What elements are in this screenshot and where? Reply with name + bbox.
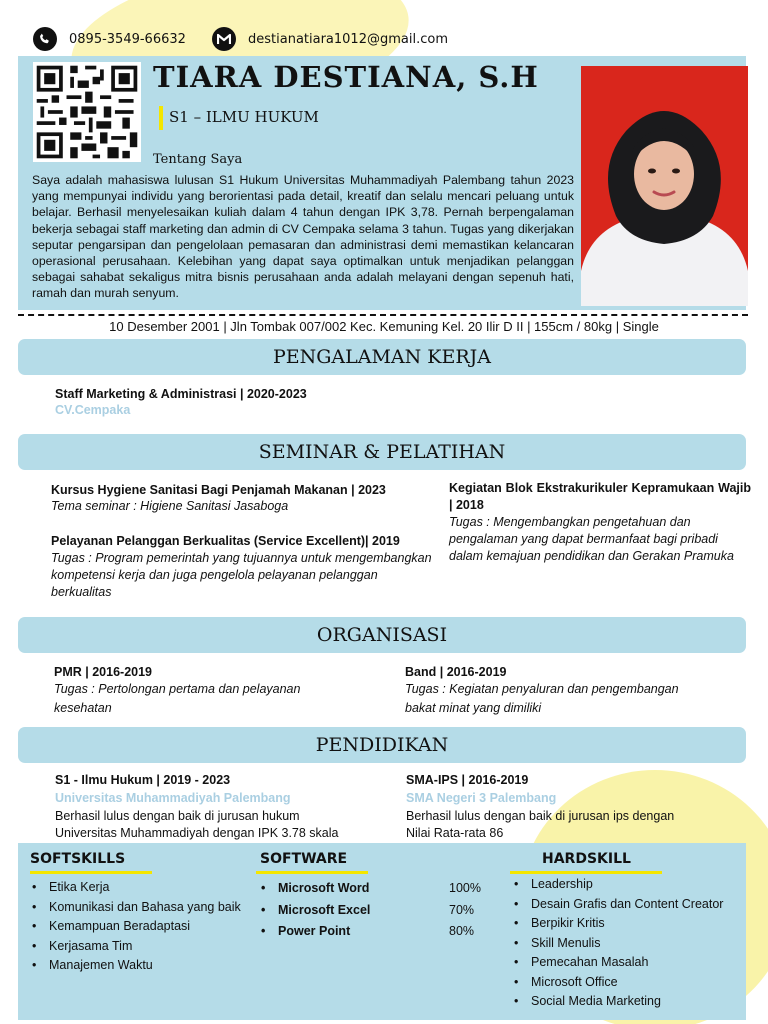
personal-info: 10 Desember 2001 | Jln Tombak 007/002 Kec. Kemuning Kel. 20 Ilir D II | 155cm / 80kg | Single: [109, 319, 659, 334]
software-underline: [256, 871, 368, 874]
phone-contact[interactable]: [33, 26, 186, 52]
software-level: 70%: [449, 902, 475, 917]
seminar-desc: Tugas : Mengembangkan pengetahuan dan pengalaman yang dapat bermanfaat bagi pribadi dalam kemajuan pendidikan dan Gerakan Pramuka: [449, 515, 734, 563]
seminar-title: Kegiatan Blok Ekstrakurikuler Kepramukaan Wajib | 2018: [449, 481, 751, 512]
software-name: Microsoft Excel: [278, 902, 371, 917]
hardskill-item: • Microsoft Office: [512, 973, 723, 993]
phone-number[interactable]: 0895-3549-66632: [69, 31, 186, 47]
section-seminar-header: SEMINAR & PELATIHAN: [18, 434, 746, 470]
hardskill-item: • Social Media Marketing: [512, 992, 723, 1012]
softskills-underline: [30, 871, 152, 874]
education-school: SMA Negeri 3 Palembang: [406, 791, 557, 805]
profile-photo: [581, 66, 748, 306]
software-heading: SOFTWARE: [260, 851, 348, 867]
seminar-desc: Tema seminar : Higiene Sanitasi Jasaboga: [51, 499, 289, 513]
seminar-desc: Tugas : Program pemerintah yang tujuannya untuk mengembangkan kompetensi kerja dan juga pengelola pelayanan pelanggan berkualitas: [51, 551, 432, 599]
candidate-name: TIARA DESTIANA, S.H: [153, 60, 539, 94]
organization-title: Band | 2016-2019: [405, 665, 507, 679]
softskill-item: • Manajemen Waktu: [30, 956, 241, 976]
section-work-header: PENGALAMAN KERJA: [18, 339, 746, 375]
degree-accent-bar: [159, 106, 163, 130]
work-title: Staff Marketing & Administrasi | 2020-2023: [55, 387, 307, 401]
gmail-icon: [212, 27, 236, 51]
software-level: 80%: [449, 924, 475, 938]
hardskill-item: • Pemecahan Masalah: [512, 953, 723, 973]
softskill-item: • Etika Kerja: [30, 878, 241, 898]
divider-dashed: [18, 314, 748, 316]
organization-desc: Tugas : Kegiatan penyaluran dan pengembangan bakat minat yang dimiliki: [405, 682, 679, 715]
hardskill-list: [512, 875, 723, 1012]
softskills-heading: SOFTSKILLS: [30, 851, 126, 867]
seminar-title: Pelayanan Pelanggan Berkualitas (Service Excellent)| 2019: [51, 534, 400, 548]
work-company: CV.Cempaka: [55, 403, 131, 417]
hardskill-heading: HARDSKILL: [542, 851, 631, 867]
software-level: 100%: [449, 881, 481, 895]
organization-desc: Tugas : Pertolongan pertama dan pelayanan kesehatan: [54, 682, 301, 715]
whatsapp-icon: [33, 27, 57, 51]
software-name: Microsoft Word: [278, 881, 370, 895]
candidate-degree: S1 – ILMU HUKUM: [169, 108, 319, 126]
software-item: [259, 900, 489, 922]
about-title: Tentang Saya: [153, 152, 243, 167]
software-item: [259, 878, 489, 900]
qr-code: [33, 62, 141, 162]
education-desc: Berhasil lulus dengan baik di jurusan hukum Universitas Muhammadiyah dengan IPK 3.78 skala: [55, 809, 339, 840]
softskill-item: • Kemampuan Beradaptasi: [30, 917, 241, 937]
hardskill-item: • Desain Grafis dan Content Creator: [512, 895, 723, 915]
hardskill-item: • Leadership: [512, 875, 723, 895]
education-desc: Berhasil lulus dengan baik di jurusan ips dengan Nilai Rata-rata 86: [406, 809, 675, 840]
email-contact[interactable]: [212, 26, 448, 52]
organization-title: PMR | 2016-2019: [54, 665, 152, 679]
education-school: Universitas Muhammadiyah Palembang: [55, 791, 291, 805]
hardskill-item: • Skill Menulis: [512, 934, 723, 954]
education-title: S1 - Ilmu Hukum | 2019 - 2023: [55, 773, 231, 787]
softskill-item: • Komunikasi dan Bahasa yang baik: [30, 898, 241, 918]
software-name: Power Point: [278, 924, 351, 938]
about-text: Saya adalah mahasiswa lulusan S1 Hukum Universitas Muhammadiyah Palembang tahun 2023 yang mempunyai individu yang berorientasi pada detail, kreatif dan selalu mencari peluang untuk belajar. Berhasil menyelesaikan kuliah dalam 4 tahun dengan IPK 3,78. Pernah berpengalaman bekerja sebagai staff marketing dan admin di CV Cempaka selama 3 tahun. Tugas yang dikerjakan seputar pengarsipan dan pengelolaan pemasaran dan administrasi demi memastikan kelancaran operasional perusahaan. Kelebihan yang dapat saya optimalkan untuk menjadikan pelanggan sebagai sahabat sekaligus mitra bisnis perusahaan anda adalah melayani dengan sepenuh hati, ramah dan murah senyum.: [32, 173, 574, 301]
software-list: [259, 878, 489, 943]
seminar-title: Kursus Hygiene Sanitasi Bagi Penjamah Makanan | 2023: [51, 483, 386, 497]
hardskill-item: • Berpikir Kritis: [512, 914, 723, 934]
education-title: SMA-IPS | 2016-2019: [406, 773, 529, 787]
software-item: [259, 921, 489, 943]
section-education-header: PENDIDIKAN: [18, 727, 746, 763]
softskill-item: • Kerjasama Tim: [30, 937, 241, 957]
email-address[interactable]: destianatiara1012@gmail.com: [248, 31, 448, 47]
hardskill-underline: [510, 871, 662, 874]
softskills-list: [30, 878, 241, 976]
section-organization-header: ORGANISASI: [18, 617, 746, 653]
